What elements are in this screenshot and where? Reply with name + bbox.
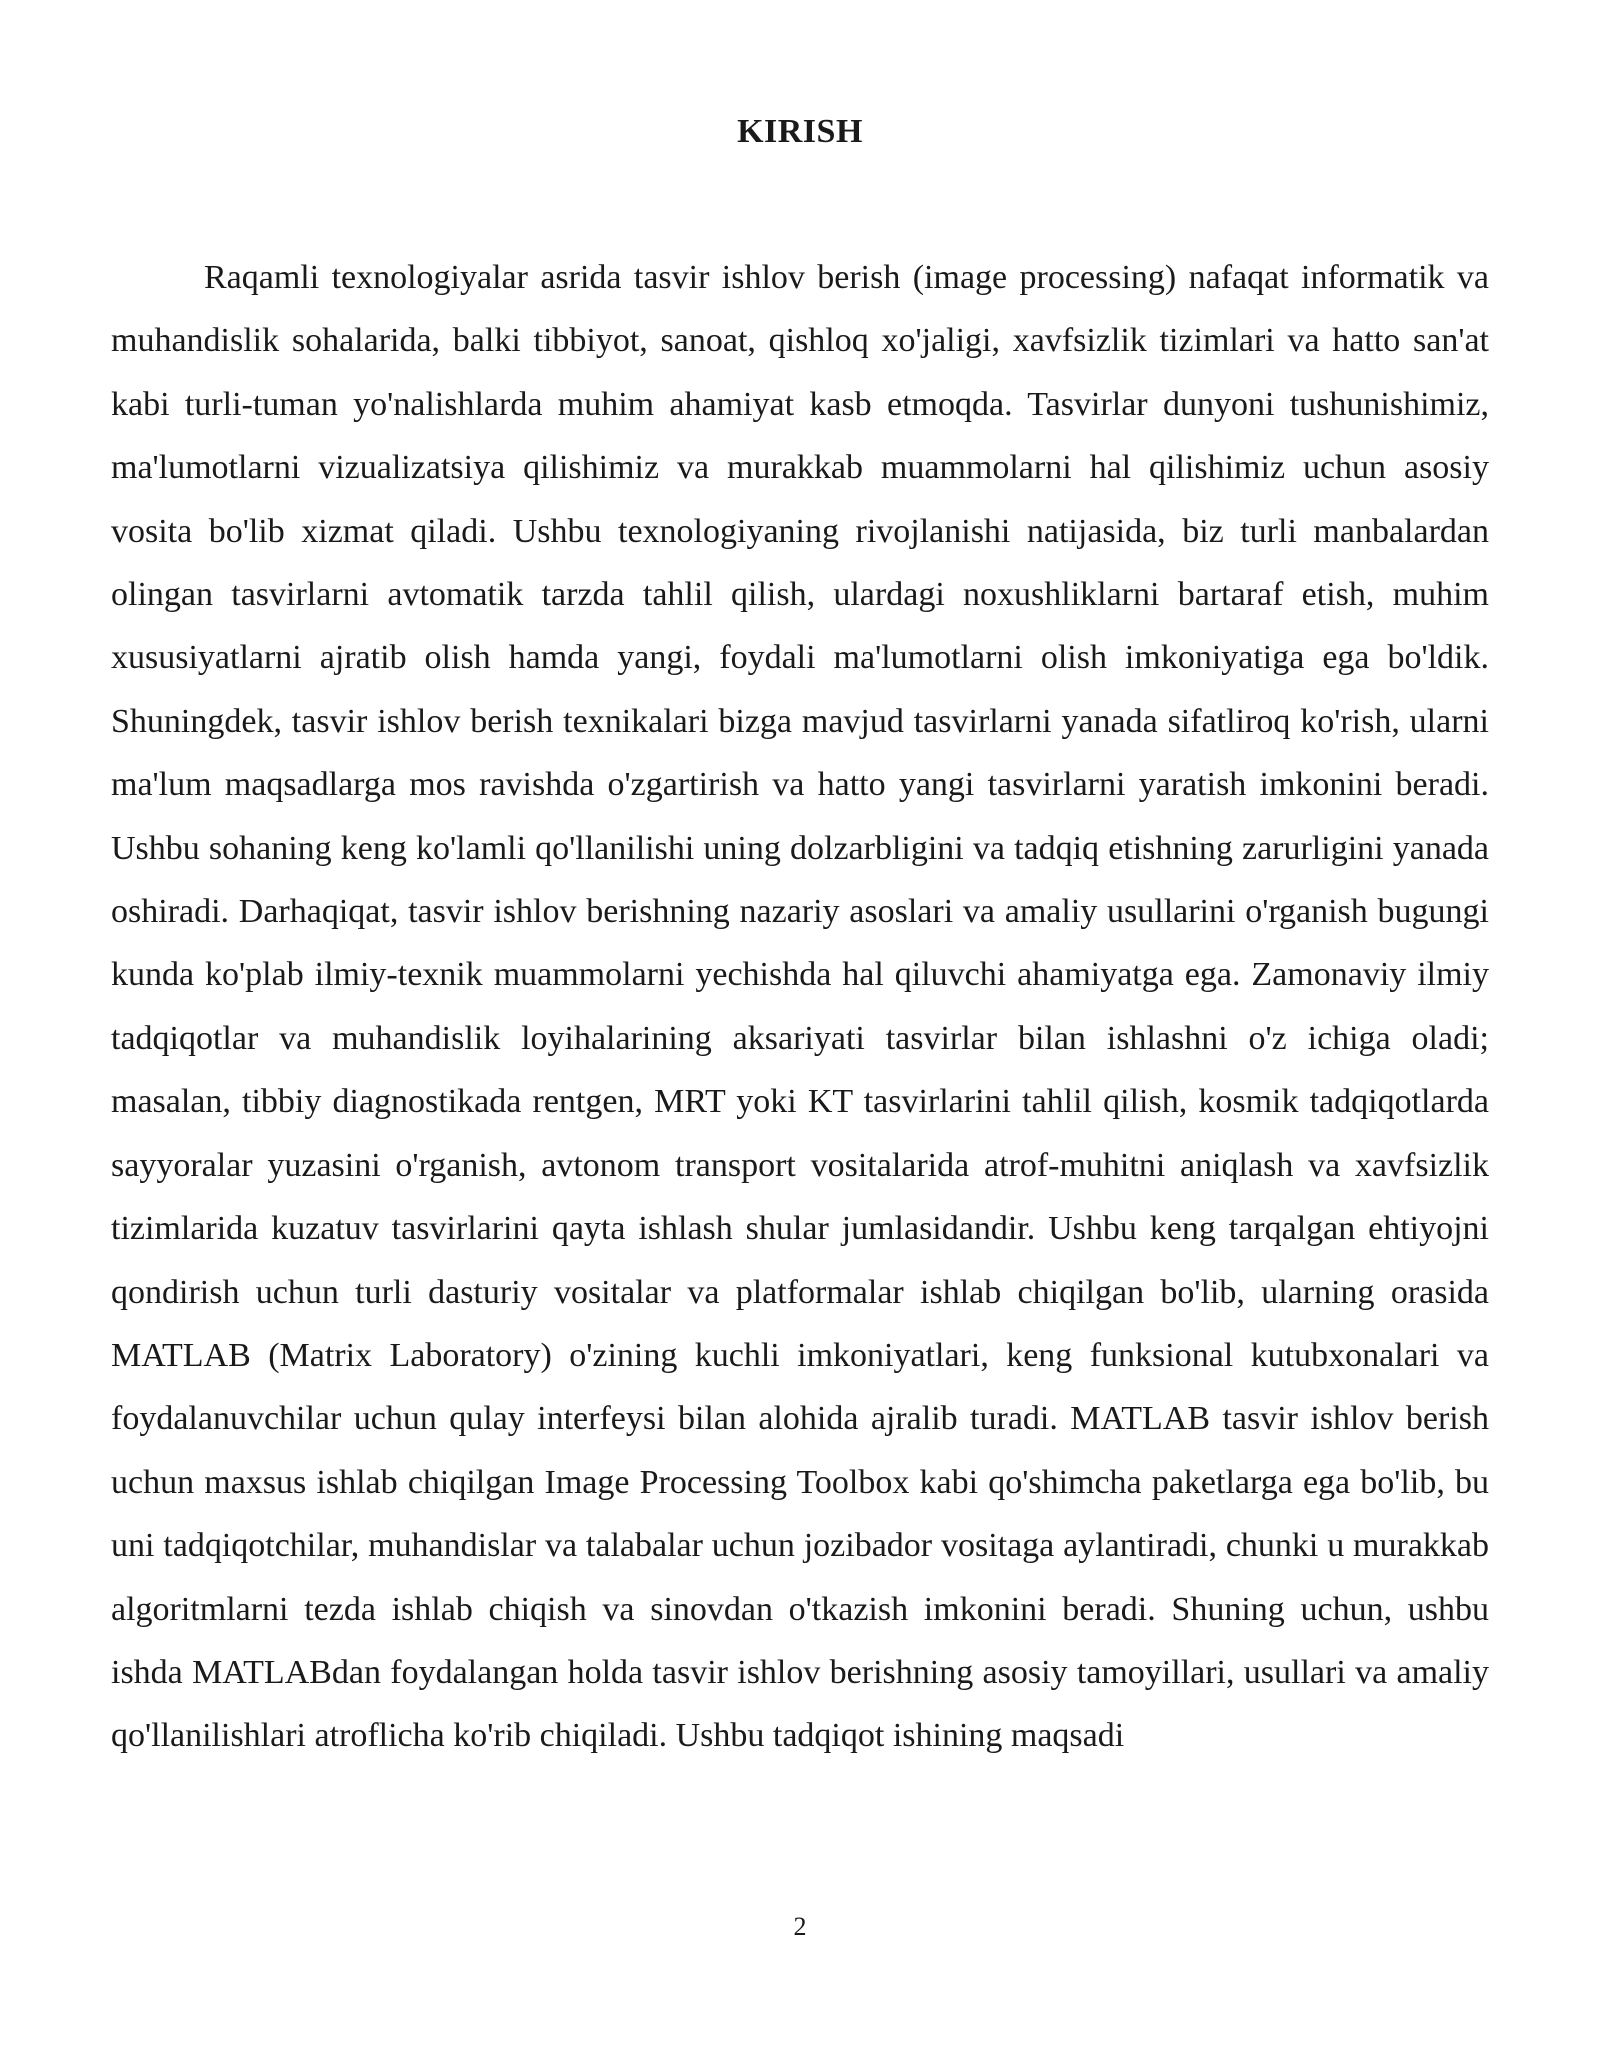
body-paragraph: Raqamli texnologiyalar asrida tasvir ishlov berish (image processing) nafaqat informatik va muhandislik sohalarida, balki tibbiyot, sanoat, qishloq xo'jaligi, xavfsizlik tizimlari va hatto san'at kabi turli-tuman yo'nalishlarda muhim ahamiyat kasb etmoqda. Tasvirlar dunyoni tushunishimiz, ma'lumotlarni vizualizatsiya qilishimiz va murakkab muammolarni hal qilishimiz uchun asosiy vosita bo'lib xizmat qiladi. Ushbu texnologiyaning rivojlanishi natijasida, biz turli manbalardan olingan tasvirlarni avtomatik tarzda tahlil qilish, ulardagi noxushliklarni bartaraf etish, muhim xususiyatlarni ajratib olish hamda yangi, foydali ma'lumotlarni olish imkoniyatiga ega bo'ldik. Shuningdek, tasvir ishlov berish texnikalari bizga mavjud tasvirlarni yanada sifatliroq ko'rish, ularni ma'lum maqsadlarga mos ravishda o'zgartirish va hatto yangi tasvirlarni yaratish imkonini beradi. Ushbu sohaning keng ko'lamli qo'llanilishi uning dolzarbligini va tadqiq etishning zarurligini yanada oshiradi. Darhaqiqat, tasvir ishlov berishning nazariy asoslari va amaliy usullarini o'rganish bugungi kunda ko'plab ilmiy-texnik muammolarni yechishda hal qiluvchi ahamiyatga ega. Zamonaviy ilmiy tadqiqotlar va muhandislik loyihalarining aksariyati tasvirlar bilan ishlashni o'z ichiga oladi; masalan, tibbiy diagnostikada rentgen, MRT yoki KT tasvirlarini tahlil qilish, kosmik tadqiqotlarda sayyoralar yuzasini o'rganish, avtonom transport vositalarida atrof-muhitni aniqlash va xavfsizlik tizimlarida kuzatuv tasvirlarini qayta ishlash shular jumlasidandir. Ushbu keng tarqalgan ehtiyojni qondirish uchun turli dasturiy vositalar va platformalar ishlab chiqilgan bo'lib, ularning orasida MATLAB (Matrix Laboratory) o'zining kuchli imkoniyatlari, keng funksional kutubxonalari va foydalanuvchilar uchun qulay interfeysi bilan alohida ajralib turadi. MATLAB tasvir ishlov berish uchun maxsus ishlab chiqilgan Image Processing Toolbox kabi qo'shimcha paketlarga ega bo'lib, bu uni tadqiqotchilar, muhandislar va talabalar uchun jozibador vositaga aylantiradi, chunki u murakkab algoritmlarni tezda ishlab chiqish va sinovdan o'tkazish imkonini beradi. Shuning uchun, ushbu ishda MATLABdan foydalangan holda tasvir ishlov berishning asosiy tamoyillari, usullari va amaliy qo'llanilishlari atroflicha ko'rib chiqiladi. Ushbu tadqiqot ishining maqsadi — [111, 259, 1489, 1755]
page-number: 2 — [793, 1912, 807, 1941]
page-title: KIRISH — [737, 113, 863, 150]
